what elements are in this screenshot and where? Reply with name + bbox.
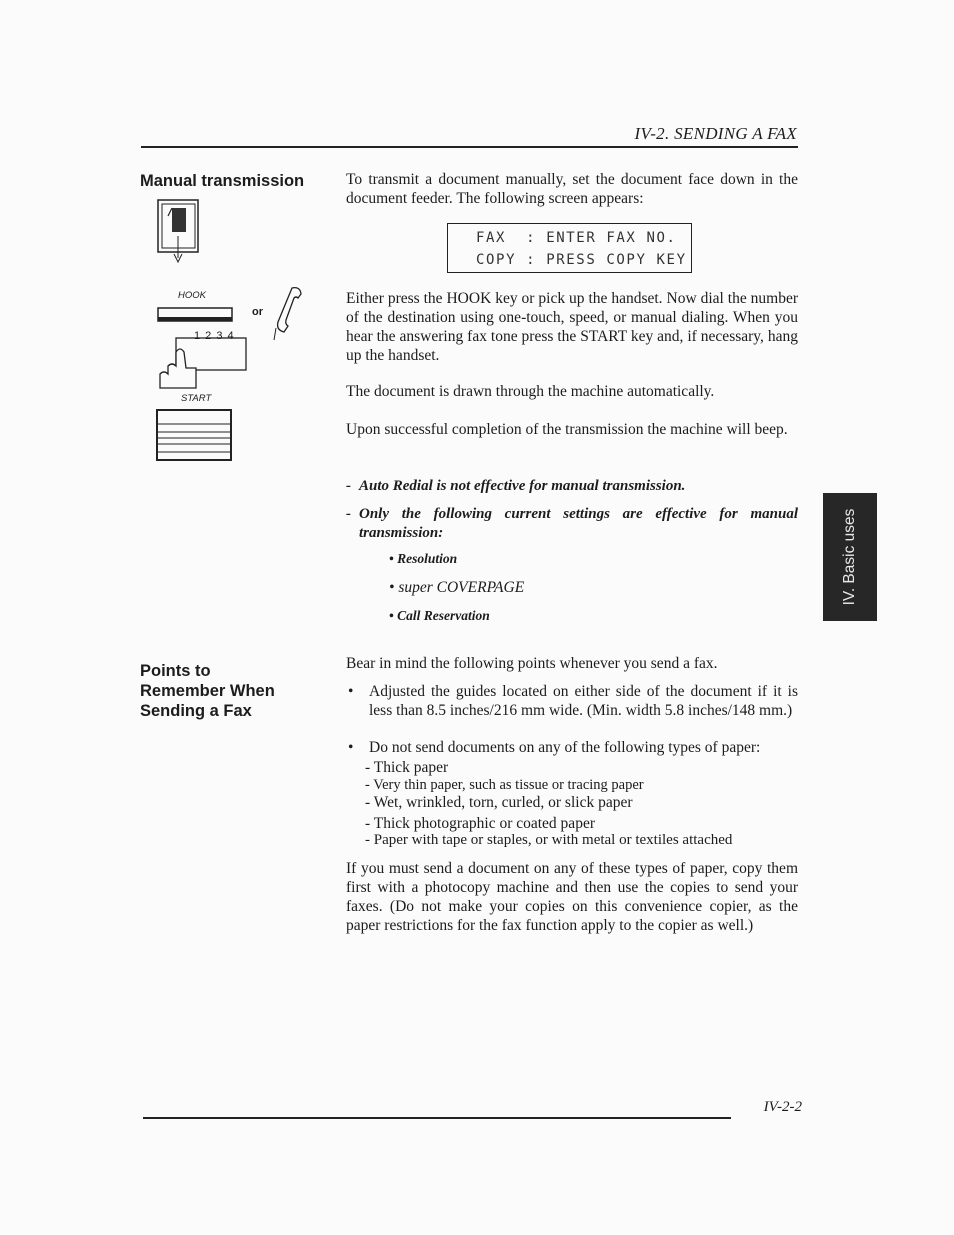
page-header-title: IV-2. SENDING A FAX [634, 124, 797, 143]
manual-intro-paragraph: To transmit a document manually, set the document face down in the document feeder. The following screen appears: [346, 171, 798, 207]
page-number: IV-2-2 [763, 1099, 802, 1115]
lcd-line-2: COPY : PRESS COPY KEY [476, 252, 687, 268]
dial-digits-label: 1 2 3 4 [194, 330, 235, 342]
paper-type-item: - Thick photographic or coated paper [365, 815, 595, 832]
setting-item: • super COVERPAGE [389, 579, 525, 596]
bullet-paper-types: • Do not send documents on any of the following types of paper: [346, 738, 798, 757]
lcd-line-1: FAX : ENTER FAX NO. [476, 230, 677, 246]
hook-instructions-paragraph: Either press the HOOK key or pick up the handset. Now dial the number of the destination using one-touch, speed, or manual dialing. When you hear the answering fax tone press the START key and, if necessary, hang up the handset. [346, 290, 798, 364]
effective-settings-note: - Only the following current settings are effective for manual transmission: [346, 506, 798, 541]
points-heading-line-1: Points to [140, 662, 211, 680]
document-feed-icon [150, 196, 210, 268]
bullet-guides-text: Adjusted the guides located on either side of the document if it is less than 8.5 inches/216 mm wide. (Min. width 5.8 inches/148 mm.) [369, 683, 798, 719]
auto-redial-note-text: Auto Redial is not effective for manual transmission. [359, 478, 686, 494]
bullet-guides: • Adjusted the guides located on either side of the document if it is less than 8.5 inches/216 mm wide. (Min. width 5.8 inches/148 mm.) [348, 683, 798, 719]
automatic-feed-paragraph: The document is drawn through the machine automatically. [346, 383, 715, 400]
closing-paragraph: If you must send a document on any of these types of paper, copy them first with a photocopy machine and then use the copies to send your faxes. (Do not make your copies on this convenience copier, as the paper restrictions for the fax function apply to the copier as well.) [346, 860, 798, 934]
points-intro: Bear in mind the following points whenever you send a fax. [346, 655, 718, 672]
effective-settings-note-text: Only the following current settings are effective for manual transmission: [359, 506, 798, 541]
bullet-paper-types-text: Do not send documents on any of the following types of paper: [369, 739, 761, 756]
hook-label: HOOK [178, 290, 206, 301]
section-side-tab-label: IV. Basic uses [841, 508, 858, 606]
paper-type-item: - Very thin paper, such as tissue or tracing paper [365, 777, 644, 793]
hook-key-icon [156, 304, 236, 324]
points-heading [140, 661, 275, 721]
setting-item: • Call Reservation [389, 608, 490, 623]
paper-type-item: - Paper with tape or staples, or with metal or textiles attached [365, 832, 733, 848]
manual-transmission-heading: Manual transmission [140, 172, 305, 190]
start-key-icon [155, 408, 235, 464]
handset-icon [270, 284, 310, 344]
points-heading-line-3: Sending a Fax [140, 702, 252, 720]
points-heading-line-2: Remember When [140, 682, 275, 700]
header-rule [141, 146, 798, 148]
auto-redial-note: - Auto Redial is not effective for manual transmission. [346, 477, 798, 496]
setting-item: • Resolution [389, 551, 458, 566]
lcd-display [447, 223, 692, 273]
start-label: START [181, 393, 212, 404]
section-side-tab [823, 493, 877, 621]
completion-paragraph: Upon successful completion of the transmission the machine will beep. [346, 421, 788, 438]
footer-rule [143, 1117, 731, 1119]
paper-type-item: - Thick paper [365, 759, 449, 776]
or-label: or [252, 306, 263, 318]
paper-type-item: - Wet, wrinkled, torn, curled, or slick paper [365, 794, 633, 811]
